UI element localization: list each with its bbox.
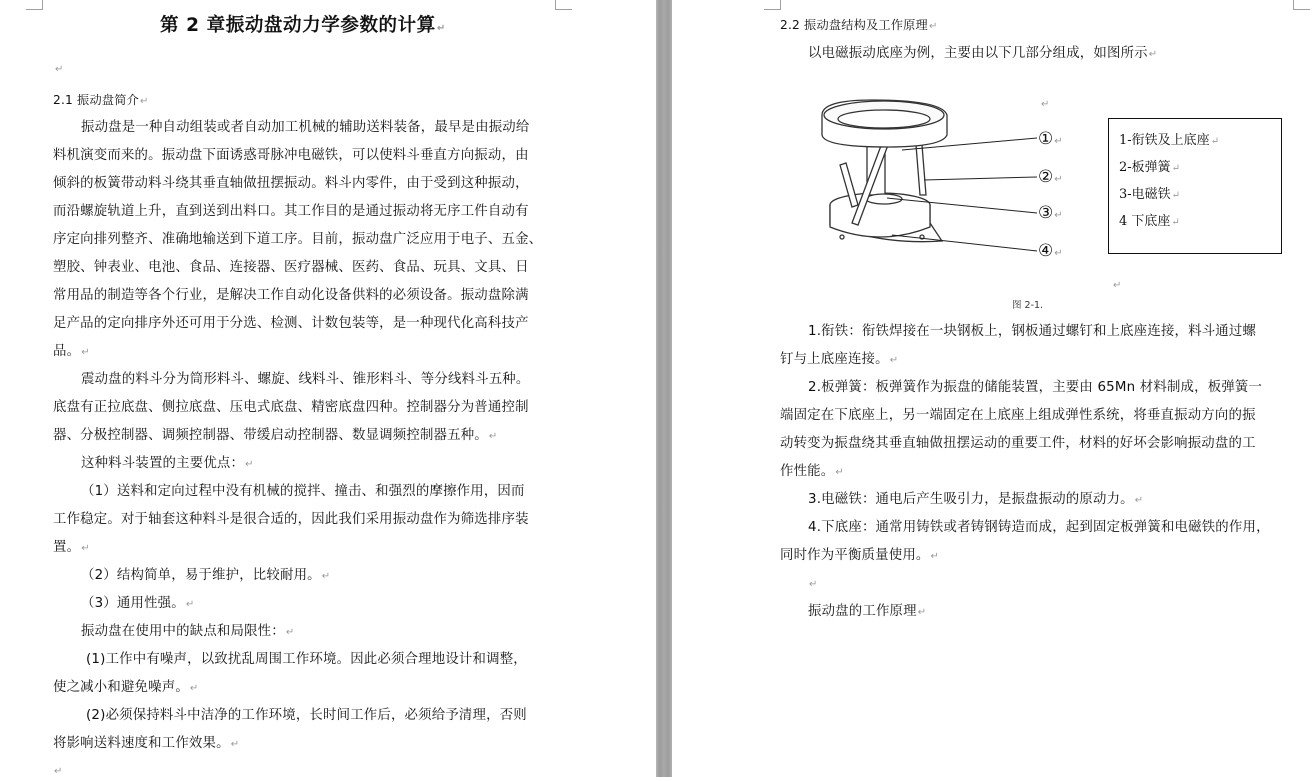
- page-gap: [656, 0, 672, 777]
- callout-2: ②↵: [1038, 167, 1063, 187]
- body-text-line: （2）结构简单，易于维护，比较耐用。↵: [81, 568, 331, 583]
- body-text-line: 序定向排列整齐、准确地输送到下道工序。目前，振动盘广泛应用于电子、五金、: [53, 232, 543, 247]
- subheading: 振动盘的工作原理↵: [808, 604, 927, 619]
- body-text-line: 常用品的制造等各个行业，是解决工作自动化设备供料的必须设备。振动盘除满: [53, 288, 529, 303]
- body-text-line: （3）通用性强。↵: [81, 596, 195, 611]
- body-text-line: 而沿螺旋轨道上升，直到送到出料口。其工作目的是通过振动将无序工件自动有: [53, 204, 529, 219]
- body-text-line: 2.板弹簧：板弹簧作为振盘的储能装置，主要由 65Mn 材料制成，板弹簧一: [808, 380, 1263, 395]
- body-text-line: 足产品的定向排序外还可用于分选、检测、计数包装等，是一种现代化高科技产: [53, 316, 529, 331]
- body-text-line: 底盘有正拉底盘、侧拉底盘、压电式底盘、精密底盘四种。控制器分为普通控制: [53, 400, 529, 415]
- margin-corner-marker: [26, 0, 43, 10]
- body-text-line: 这种料斗装置的主要优点：↵: [81, 456, 254, 471]
- body-text-line: 振动盘在使用中的缺点和局限性：↵: [81, 624, 295, 639]
- body-text-line: 端固定在下底座上，另一端固定在上底座上组成弹性系统，将垂直振动方向的振: [780, 408, 1256, 423]
- margin-corner-marker: [1293, 0, 1310, 10]
- body-text-line: 塑胶、钟表业、电池、食品、连接器、医疗器械、医药、食品、玩具、文具、日: [53, 260, 529, 275]
- chapter-title: 第 2 章振动盘动力学参数的计算↵: [160, 15, 446, 36]
- body-text-line: 4.下底座：通常用铸铁或者铸钢铸造而成，起到固定板弹簧和电磁铁的作用，: [808, 520, 1270, 535]
- vibratory-bowl-diagram: [812, 95, 1072, 270]
- body-text-line: 同时作为平衡质量使用。↵: [780, 548, 940, 563]
- body-text-line: 以电磁振动底座为例，主要由以下几部分组成，如图所示↵: [808, 46, 1158, 61]
- body-text-line: 3.电磁铁：通电后产生吸引力，是振盘振动的原动力。↵: [808, 492, 1144, 507]
- empty-paragraph: ↵: [54, 766, 63, 777]
- body-text-line: 工作稳定。对于轴套这种料斗是很合适的，因此我们采用振动盘作为筛选排序装: [53, 512, 529, 527]
- body-text-line: 震动盘的料斗分为筒形料斗、螺旋、线料斗、锥形料斗、等分线料斗五种。: [81, 372, 530, 387]
- callout-3: ③↵: [1038, 203, 1063, 223]
- section-heading: 2.2 振动盘结构及工作原理↵: [780, 18, 938, 32]
- empty-paragraph: ↵: [1113, 280, 1122, 291]
- empty-paragraph: ↵: [55, 64, 64, 75]
- body-text-line: (2)必须保持料斗中洁净的工作环境，长时间工作后，必须给予清理，否则: [86, 708, 527, 723]
- empty-paragraph: ↵: [1041, 99, 1050, 110]
- body-text-line: 使之减小和避免噪声。↵: [53, 680, 199, 695]
- vibratory-bowl-illustration: [812, 95, 1072, 270]
- callout-1: ①↵: [1038, 129, 1063, 149]
- document-page-left: [0, 0, 656, 777]
- body-text-line: 1.衔铁：衔铁焊接在一块钢板上，钢板通过螺钉和上底座连接，料斗通过螺: [808, 324, 1257, 339]
- figure-caption: 图 2-1.: [1012, 300, 1044, 311]
- body-text-line: 置。↵: [53, 540, 90, 555]
- body-text-line: 动转变为振盘绕其垂直轴做扭摆运动的重要工件，材料的好坏会影响振动盘的工: [780, 436, 1256, 451]
- body-text-line: 倾斜的板簧带动料斗绕其垂直轴做扭摆振动。料斗内零件，由于受到这种振动，: [53, 176, 529, 191]
- body-text-line: 将影响送料速度和工作效果。↵: [53, 736, 240, 751]
- legend-item: 3-电磁铁↵: [1119, 187, 1181, 202]
- legend-item: 4 下底座↵: [1119, 214, 1180, 229]
- body-text-line: 作性能。↵: [780, 464, 844, 479]
- empty-paragraph: ↵: [809, 579, 818, 590]
- body-text-line: 料机演变而来的。振动盘下面诱惑哥脉冲电磁铁，可以使料斗垂直方向振动，由: [53, 148, 529, 163]
- body-text-line: 器、分极控制器、调频控制器、带缓启动控制器、数显调频控制器五种。↵: [53, 428, 498, 443]
- section-heading: 2.1 振动盘简介↵: [53, 93, 149, 107]
- body-text-line: （1）送料和定向过程中没有机械的搅拌、撞击、和强烈的摩擦作用，因而: [81, 484, 525, 499]
- margin-corner-marker: [555, 0, 572, 10]
- body-text-line: 振动盘是一种自动组装或者自动加工机械的辅助送料装备，最早是由振动给: [81, 120, 530, 135]
- margin-corner-marker: [764, 0, 781, 10]
- callout-4: ④↵: [1038, 241, 1063, 261]
- legend-item: 1-衔铁及上底座↵: [1119, 133, 1220, 148]
- body-text-line: 钉与上底座连接。↵: [780, 352, 899, 367]
- body-text-line: 品。↵: [53, 344, 90, 359]
- figure-legend-box: [1108, 118, 1282, 254]
- legend-item: 2-板弹簧↵: [1119, 160, 1181, 175]
- body-text-line: (1)工作中有噪声，以致扰乱周围工作环境。因此必须合理地设计和调整，: [86, 652, 527, 667]
